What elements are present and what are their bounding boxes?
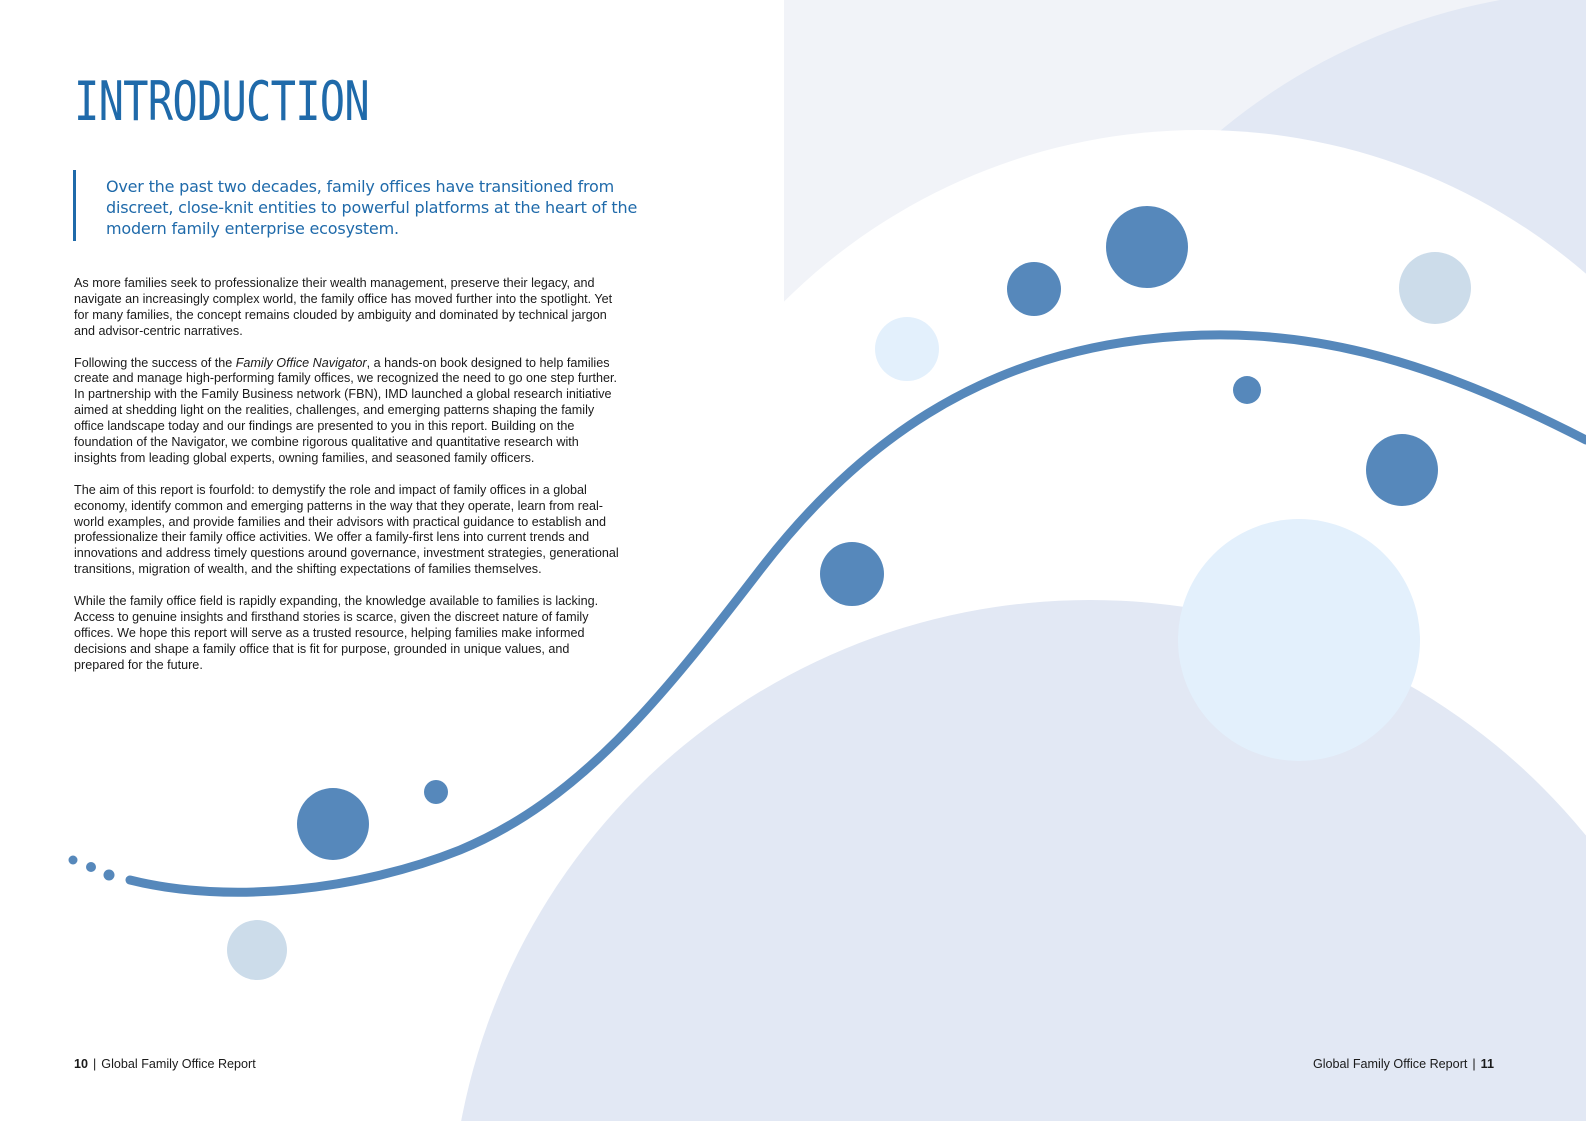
paragraph: The aim of this report is fourfold: to demystify the role and impact of family offices in a global economy, identify common and emerging patterns in the way that they operate, learn from real-world examples, and provide families and their advisors with practical guidance to establish and professionalize their family office activities. We offer a family-first lens into current trends and innovations and address timely questions around governance, investment strategies, generational transitions, migration of wealth, and the shifting expectations of families themselves.: [74, 482, 619, 577]
paragraph: As more families seek to professionalize their wealth management, preserve their legacy, and navigate an increasingly complex world, the family office has moved further into the spotlight. Yet for many families, the concept remains clouded by ambiguity and dominated by technical jargon and advisor-centric narratives.: [74, 276, 613, 338]
paragraph-text: Following the success of the: [74, 355, 236, 370]
footer-left: [74, 1057, 256, 1071]
paragraph: While the family office field is rapidly expanding, the knowledge available to families is lacking. Access to genuine insights and firsthand stories is scarce, given the discreet nature of family offices. We hope this report will serve as a trusted resource, helping families make informed decisions and shape a family office that is fit for purpose, grounded in unique values, and prepared for the future.: [74, 594, 599, 672]
page-number: 10: [74, 1057, 89, 1071]
pull-quote: Over the past two decades, family offices have transitioned from discreet, close-knit entities to powerful platforms at the heart of the modern family enterprise ecosystem.: [73, 170, 646, 241]
page-title: INTRODUCTION: [74, 70, 369, 133]
paragraph-text: , a hands-on book designed to help families create and manage high-performing family offices, we recognized the need to go one step further. In partnership with the Family Business network (FBN), IMD launched a global research initiative aimed at shedding light on the realities, challenges, and emerging patterns shaping the family office landscape today and our findings are presented to you in this report. Building on the foundation of the Navigator, we combine rigorous qualitative and quantitative research with insights from leading global experts, owning families, and seasoned family officers.: [74, 355, 618, 465]
footer-separator: |: [93, 1057, 97, 1071]
page-number: 11: [1480, 1057, 1494, 1071]
paragraph: [74, 356, 619, 467]
book-title: Family Office Navigator: [235, 355, 367, 370]
body-text: [74, 276, 619, 690]
footer-label: Global Family Office Report: [101, 1057, 256, 1071]
footer-label: Global Family Office Report: [1312, 1057, 1468, 1071]
footer-separator: |: [1472, 1057, 1476, 1071]
footer-right: [1313, 1057, 1494, 1071]
